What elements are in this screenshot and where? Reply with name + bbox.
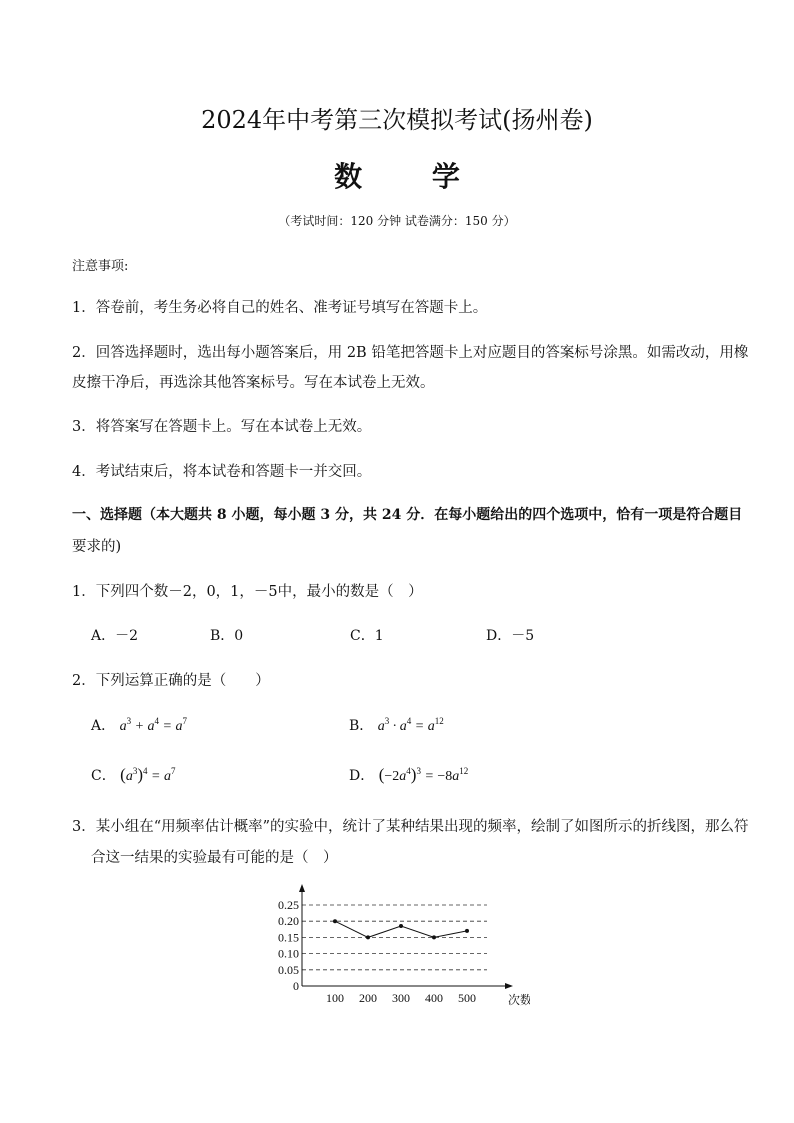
x-axis-arrow — [505, 983, 513, 989]
exam-info: （考试时间：120 分钟 试卷满分：150 分） — [278, 214, 516, 228]
q1-option-c: C．1 — [350, 628, 384, 644]
y-tick-label: 0.10 — [278, 946, 299, 961]
chart-svg — [260, 880, 530, 1010]
q2-option-a-label: A． — [91, 718, 116, 734]
data-point — [399, 924, 403, 928]
notice-item-2-cont: 皮擦干净后，再选涂其他答案标号。写在本试卷上无效。 — [72, 375, 435, 391]
question-1-stem: 1．下列四个数－2，0，1，－5中，最小的数是（ ） — [72, 584, 423, 600]
y-tick-label: 0.15 — [278, 930, 299, 945]
q2-option-c-label: C． — [91, 768, 116, 784]
q2-option-a-formula: $a^3 + a^4 = a^7$ — [119, 716, 187, 734]
data-point — [366, 935, 370, 939]
q1-option-a: A．－2 — [91, 628, 139, 644]
x-tick-label: 200 — [359, 991, 377, 1005]
notice-item-1: 1．答卷前，考生务必将自己的姓名、准考证号填写在答题卡上。 — [72, 300, 488, 316]
y-tick-label: 0.05 — [278, 962, 299, 977]
q2-option-c — [91, 765, 175, 785]
section-heading-cont: 要求的) — [72, 539, 122, 555]
x-axis-label: 次数 — [507, 993, 530, 1007]
x-tick-label: 500 — [458, 991, 476, 1005]
notice-heading: 注意事项: — [72, 259, 129, 274]
section-heading: 一、选择题（本大题共 8 小题，每小题 3 分，共 24 分．在每小题给出的四个选项中，恰有一项是符合题目 — [72, 507, 743, 523]
frequency-line-chart — [260, 880, 530, 1014]
y-axis-arrow — [299, 884, 305, 892]
x-tick-label: 300 — [392, 991, 410, 1005]
x-tick-label: 100 — [326, 991, 344, 1005]
q2-option-b — [349, 715, 444, 735]
q2-option-b-formula: $a^3 \cdot a^4 = a^{12}$ — [377, 716, 444, 734]
exam-title: 2024年中考第三次模拟考试(扬州卷) — [201, 106, 593, 134]
data-point — [432, 935, 436, 939]
data-point — [465, 929, 469, 933]
q1-option-b: B．0 — [210, 628, 244, 644]
q1-option-d: D．－5 — [486, 628, 535, 644]
q2-option-b-label: B． — [349, 718, 374, 734]
frequency-line — [335, 921, 467, 937]
notice-item-2: 2．回答选择题时，选出每小题答案后，用 2B 铅笔把答题卡上对应题目的答案标号涂黑。如需改动，用橡 — [72, 345, 749, 361]
notice-item-4: 4．考试结束后，将本试卷和答题卡一并交回。 — [72, 464, 372, 480]
q2-option-d-formula: $(-2a^4)^3 = -8a^{12}$ — [378, 765, 469, 784]
question-3-line-1: 3．某小组在“用频率估计概率”的实验中，统计了某种结果出现的频率，绘制了如图所示的折线图，那么符 — [72, 819, 749, 835]
q2-option-d-label: D． — [349, 768, 375, 784]
q2-option-c-formula: $(a^3)^4 = a^7$ — [120, 765, 176, 784]
question-3-line-2: 合这一结果的实验最有可能的是（ ） — [91, 850, 338, 866]
subject-title: 数 学 — [334, 160, 490, 193]
y-tick-label: 0.20 — [278, 914, 299, 929]
data-point — [333, 919, 337, 923]
question-2-stem: 2．下列运算正确的是（ ） — [72, 673, 270, 689]
y-tick-label: 0.25 — [278, 898, 299, 912]
q2-option-d — [349, 765, 468, 785]
y-tick-label: 0 — [293, 979, 299, 993]
notice-item-3: 3．将答案写在答题卡上。写在本试卷上无效。 — [72, 419, 372, 435]
x-tick-label: 400 — [425, 991, 443, 1005]
q2-option-a — [91, 715, 187, 735]
